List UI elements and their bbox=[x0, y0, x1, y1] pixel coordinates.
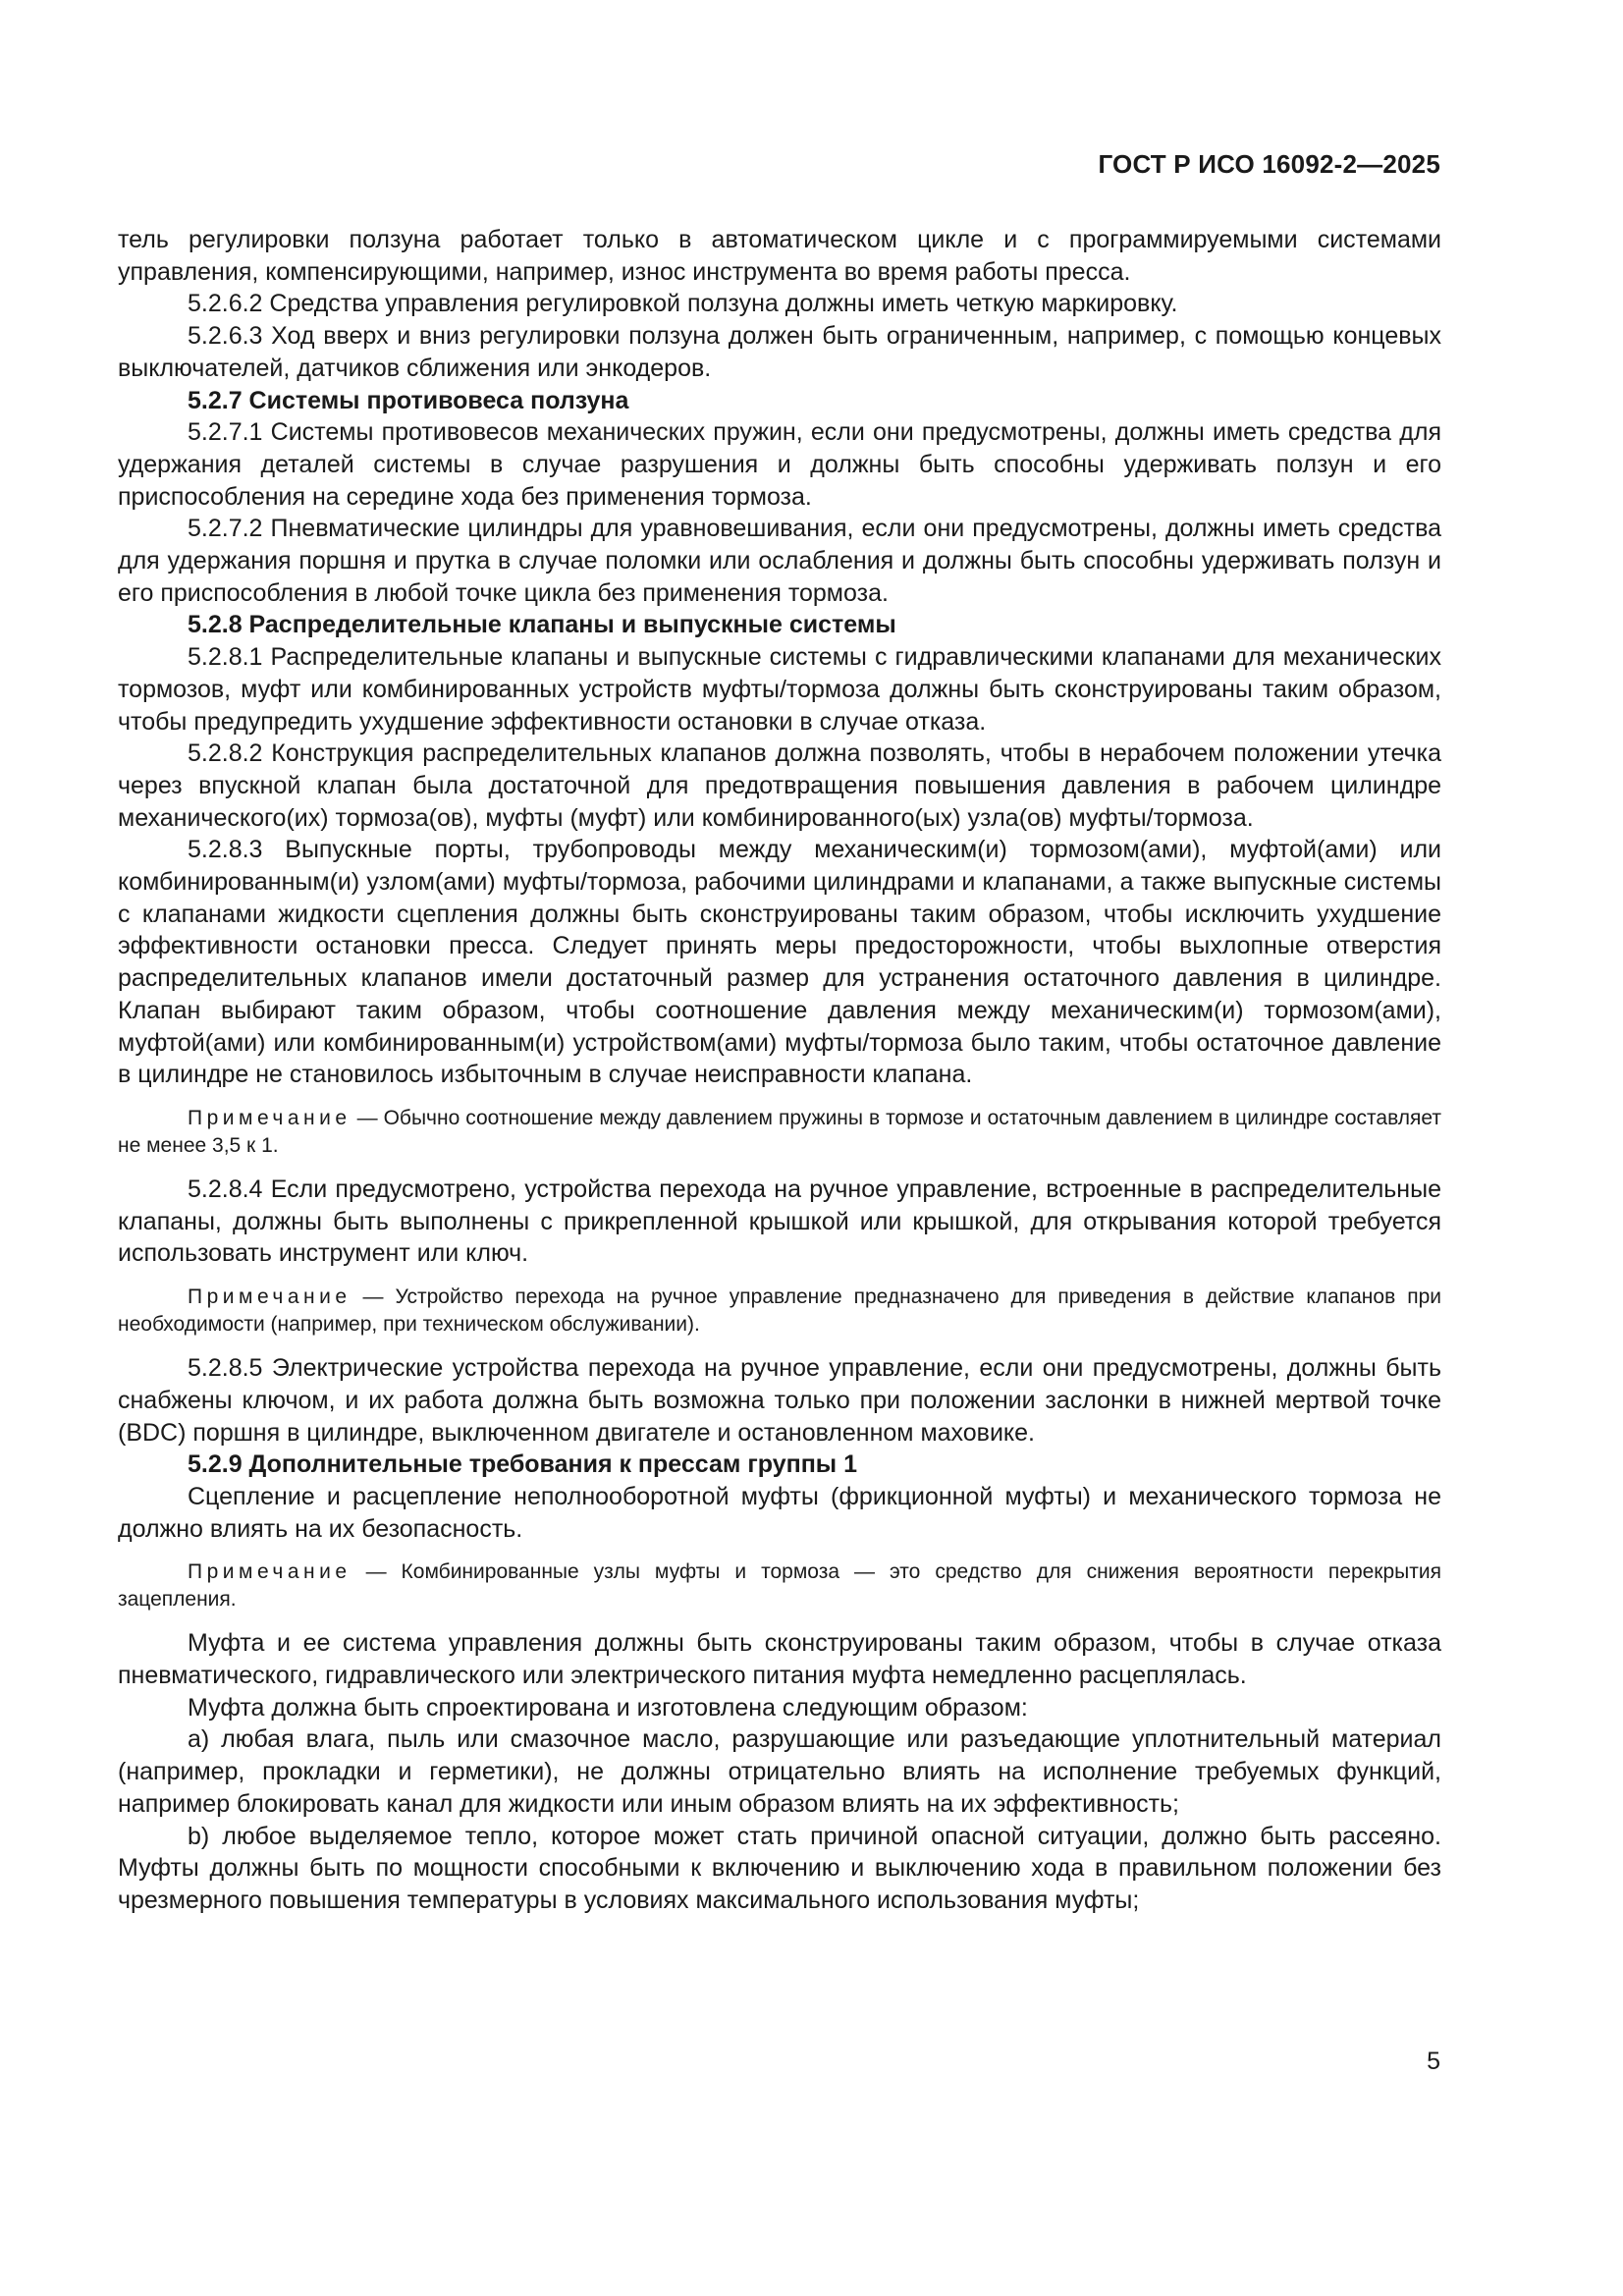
paragraph: Муфта должна быть спроектирована и изготовлена следующим образом: bbox=[188, 1693, 1028, 1722]
paragraph: Сцепление и расцепление неполнооборотной муфты (фрикционной муфты) и механического тормоза не должно влиять на их безопасность. bbox=[118, 1482, 1441, 1543]
note-text: — Устройство перехода на ручное управление предназначено для приведения в действие клапанов при необходимости (например, при техническом обслуживании). bbox=[118, 1285, 1441, 1337]
paragraph: 5.2.6.2 Средства управления регулировкой ползуна должны иметь четкую маркировку. bbox=[188, 290, 1178, 318]
note bbox=[118, 1558, 1441, 1613]
note-text: — Обычно соотношение между давлением пружины в тормозе и остаточным давлением в цилиндре составляет не менее 3,5 к 1. bbox=[118, 1106, 1442, 1157]
paragraph: a) любая влага, пыль или смазочное масло, разрушающие или разъедающие уплотнительный материал (например, прокладки и герметики), не должны отрицательно влиять на исполнение требуемых функций, например блокировать канал для жидкости или иным образом влиять на их эффективность; bbox=[118, 1725, 1441, 1818]
note-text: — Комбинированные узлы муфты и тормоза — это средство для снижения вероятности перекрытия зацепления. bbox=[118, 1560, 1441, 1612]
page-number: 5 bbox=[1427, 2048, 1440, 2075]
paragraph: 5.2.8.2 Конструкция распределительных клапанов должна позволять, чтобы в нерабочем положении утечка через впускной клапан была достаточной для предотвращения повышения давления в рабочем цилиндре механического(их) тормоза(ов), муфты (муфт) или комбинированного(ых) узла(ов) муфты/тормоза. bbox=[118, 739, 1441, 832]
section-heading: 5.2.7 Системы противовеса ползуна bbox=[188, 386, 629, 414]
note-label: Примечание bbox=[188, 1106, 352, 1129]
paragraph: 5.2.7.1 Системы противовесов механических пружин, если они предусмотрены, должны иметь средства для удержания деталей системы в случае разрушения и должны быть способны удерживать ползун и его приспособления на середине хода без применения тормоза. bbox=[118, 418, 1441, 511]
note bbox=[118, 1284, 1441, 1339]
section-heading: 5.2.8 Распределительные клапаны и выпускные системы bbox=[188, 611, 896, 639]
note-label: Примечание bbox=[188, 1285, 352, 1309]
paragraph: Муфта и ее система управления должны быть сконструированы таким образом, чтобы в случае отказа пневматического, гидравлического или электрического питания муфта немедленно расцеплялась. bbox=[118, 1629, 1441, 1690]
document-header: ГОСТ Р ИСО 16092-2—2025 bbox=[1098, 149, 1440, 179]
note bbox=[118, 1105, 1441, 1160]
paragraph: тель регулировки ползуна работает только в автоматическом цикле и с программируемыми системами управления, компенсирующими, например, износ инструмента во время работы пресса. bbox=[118, 226, 1441, 286]
paragraph: 5.2.8.5 Электрические устройства перехода на ручное управление, если они предусмотрены, должны быть снабжены ключом, и их работа должна быть возможна только при положении заслонки в нижней мертвой точке (BDC) поршня в цилиндре, выключенном двигателе и остановленном маховике. bbox=[118, 1354, 1441, 1447]
paragraph: 5.2.8.4 Если предусмотрено, устройства перехода на ручное управление, встроенные в распределительные клапаны, должны быть выполнены с прикрепленной крышкой или крышкой, для открывания которой требуется использовать инструмент или ключ. bbox=[118, 1175, 1441, 1268]
paragraph: 5.2.8.1 Распределительные клапаны и выпускные системы с гидравлическими клапанами для механических тормозов, муфт или комбинированных устройств муфты/тормоза должны быть сконструированы таким образом, чтобы предупредить ухудшение эффективности остановки в случае отказа. bbox=[118, 643, 1441, 736]
document-body bbox=[118, 224, 1441, 1917]
paragraph: 5.2.8.3 Выпускные порты, трубопроводы между механическим(и) тормозом(ами), муфтой(ами) или комбинированным(и) узлом(ами) муфты/тормоза, рабочими цилиндрами и клапанами, а также выпускные системы с клапанами жидкости сцепления должны быть сконструированы таким образом, чтобы исключить ухудшение эффективности остановки пресса. Следует принять меры предосторожности, чтобы выхлопные отверстия распределительных клапанов имели достаточный размер для устранения остаточного давления в цилиндре. Клапан выбирают таким образом, чтобы соотношение давления между механическим(и) тормозом(ами), муфтой(ами) или комбинированным(и) устройством(ами) муфты/тормоза было таким, чтобы остаточное давление в цилиндре не становилось избыточным в случае неисправности клапана. bbox=[118, 836, 1441, 1089]
note-label: Примечание bbox=[188, 1560, 352, 1584]
paragraph: 5.2.6.3 Ход вверх и вниз регулировки ползуна должен быть ограниченным, например, с помощью концевых выключателей, датчиков сближения или энкодеров. bbox=[118, 322, 1441, 382]
section-heading: 5.2.9 Дополнительные требования к прессам группы 1 bbox=[188, 1450, 857, 1479]
paragraph: b) любое выделяемое тепло, которое может стать причиной опасной ситуации, должно быть рассеяно. Муфты должны быть по мощности способными к включению и выключению хода в правильном положении без чрезмерного повышения температуры в условиях максимального использования муфты; bbox=[118, 1822, 1441, 1914]
paragraph: 5.2.7.2 Пневматические цилиндры для уравновешивания, если они предусмотрены, должны иметь средства для удержания поршня и прутка в случае поломки или ослабления и должны быть способны удерживать ползун и его приспособления в любой точке цикла без применения тормоза. bbox=[118, 515, 1441, 607]
